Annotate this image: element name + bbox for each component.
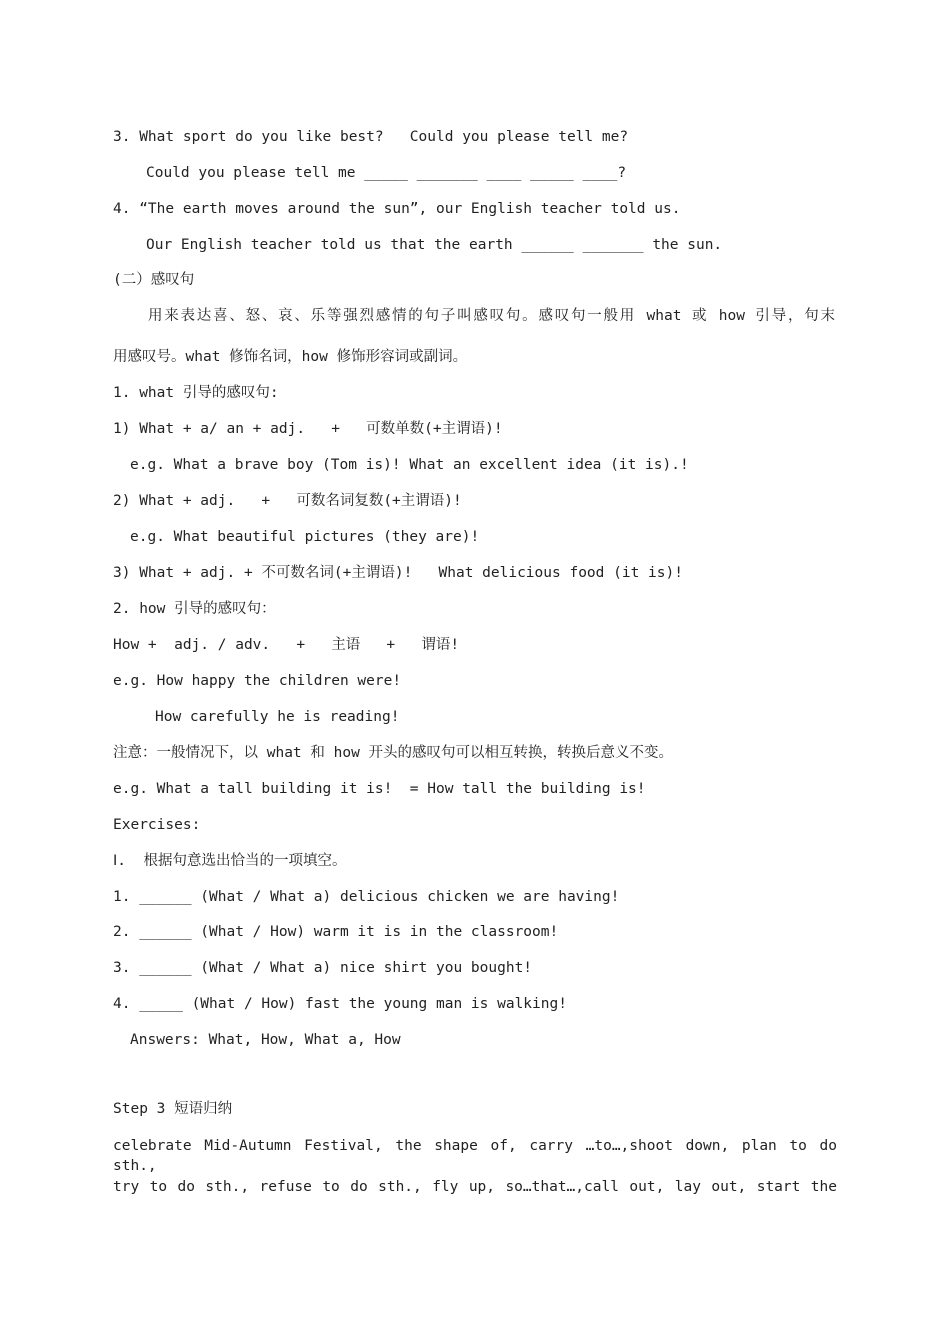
rule-what-1: 1) What + a/ an + adj. + 可数单数(+主谓语)!	[113, 421, 503, 437]
exercise-instructions: Ⅰ. 根据句意选出恰当的一项填空。	[113, 853, 347, 869]
exercise-item-4: 4. “The earth moves around the sun”, our English teacher told us.	[113, 201, 681, 217]
paragraph-intro-cont: 用感叹号。what 修饰名词，how 修饰形容词或副词。	[113, 349, 468, 365]
rule-what-3: 3) What + adj. + 不可数名词(+主谓语)! What delicious food (it is)!	[113, 565, 683, 581]
exercises-heading: Exercises:	[113, 817, 201, 833]
example-how-2: How carefully he is reading!	[155, 709, 400, 725]
phrase-list-line-1: celebrate Mid-Autumn Festival, the shape of, carry …to…,shoot down, plan to do sth.,	[113, 1138, 837, 1174]
exercise-question-4: 4. _____ (What / How) fast the young man is walking!	[113, 996, 567, 1012]
exercise-question-1: 1. ______ (What / What a) delicious chicken we are having!	[113, 889, 620, 905]
rule-how: How + adj. / adv. + 主语 + 谓语!	[113, 637, 460, 653]
phrase-list-line-2: try to do sth., refuse to do sth., fly up, so…that…,call out, lay out, start the	[113, 1179, 837, 1195]
step-3-heading: Step 3 短语归纳	[113, 1101, 233, 1117]
exercise-question-3: 3. ______ (What / What a) nice shirt you bought!	[113, 960, 533, 976]
section-heading-exclamatory: (二）感叹句	[113, 272, 195, 288]
paragraph-intro: 用来表达喜、怒、哀、乐等强烈感情的句子叫感叹句。感叹句一般用 what 或 how 引导，句末	[148, 308, 835, 324]
example-what-2: e.g. What beautiful pictures (they are)!	[130, 529, 480, 545]
note-paragraph: 注意：一般情况下，以 what 和 how 开头的感叹句可以相互转换，转换后意义不变。	[113, 745, 674, 761]
exercise-item-4-answer-line: Our English teacher told us that the earth ______ _______ the sun.	[146, 237, 723, 253]
exercise-question-2: 2. ______ (What / How) warm it is in the classroom!	[113, 924, 559, 940]
rule-heading-what: 1. what 引导的感叹句:	[113, 385, 279, 401]
exercise-item-3: 3. What sport do you like best? Could you please tell me?	[113, 129, 629, 145]
rule-heading-how: 2. how 引导的感叹句：	[113, 601, 276, 617]
example-how-1: e.g. How happy the children were!	[113, 673, 402, 689]
example-conversion: e.g. What a tall building it is! = How tall the building is!	[113, 781, 646, 797]
example-what-1: e.g. What a brave boy (Tom is)! What an excellent idea (it is).!	[130, 457, 689, 473]
rule-what-2: 2) What + adj. + 可数名词复数(+主谓语)!	[113, 493, 462, 509]
exercise-answers: Answers: What, How, What a, How	[130, 1032, 401, 1048]
exercise-item-3-answer-line: Could you please tell me _____ _______ ____ _____ ____?	[146, 165, 627, 181]
